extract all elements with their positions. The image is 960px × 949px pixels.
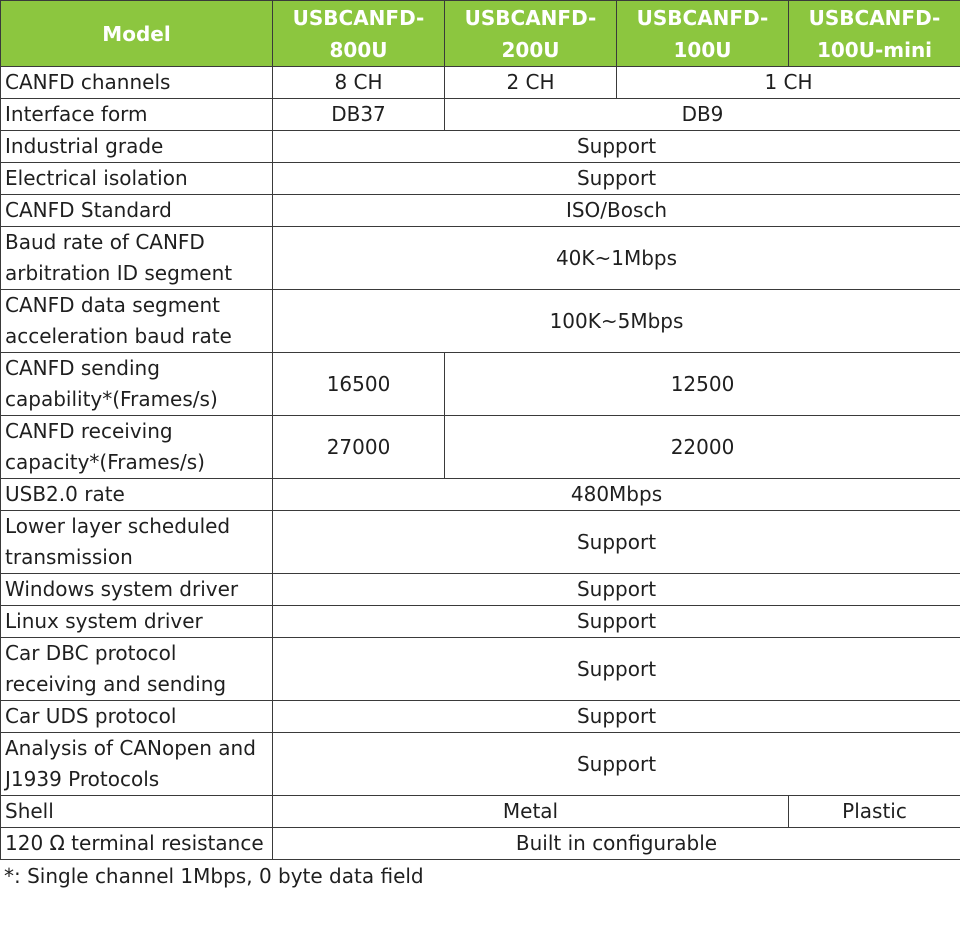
- row-label: Interface form: [1, 99, 273, 131]
- row-value: 27000: [273, 416, 445, 479]
- row-value: Support: [273, 131, 960, 163]
- row-value: DB37: [273, 99, 445, 131]
- table-row: [1, 733, 960, 796]
- table-row: [1, 828, 960, 860]
- header-model-100u-line2: 100U: [673, 37, 732, 62]
- table-row: [1, 163, 960, 195]
- header-model-800u-line1: USBCANFD-: [292, 5, 425, 30]
- header-model-100u: [617, 1, 789, 67]
- row-label: Analysis of CANopen and J1939 Protocols: [1, 733, 273, 796]
- header-model-200u: [445, 1, 617, 67]
- row-value: Metal: [273, 796, 789, 828]
- row-value: 100K~5Mbps: [273, 290, 960, 353]
- row-value: 480Mbps: [273, 479, 960, 511]
- row-label: CANFD sending capability*(Frames/s): [1, 353, 273, 416]
- row-value: Plastic: [789, 796, 960, 828]
- header-model-100u-line1: USBCANFD-: [636, 5, 769, 30]
- row-value: 8 CH: [273, 67, 445, 99]
- table-row: [1, 479, 960, 511]
- row-value: 40K~1Mbps: [273, 227, 960, 290]
- row-label: Linux system driver: [1, 606, 273, 638]
- row-label: Electrical isolation: [1, 163, 273, 195]
- header-model-800u: [273, 1, 445, 67]
- table-row: [1, 701, 960, 733]
- row-value: Support: [273, 701, 960, 733]
- table-row: [1, 67, 960, 99]
- header-row: [1, 1, 960, 67]
- row-label: CANFD receiving capacity*(Frames/s): [1, 416, 273, 479]
- row-value: 12500: [445, 353, 960, 416]
- row-label: CANFD channels: [1, 67, 273, 99]
- table-row: [1, 290, 960, 353]
- table-row: [1, 511, 960, 574]
- table-row: [1, 416, 960, 479]
- row-label: Industrial grade: [1, 131, 273, 163]
- header-model-100u-mini-line1: USBCANFD-: [808, 5, 941, 30]
- row-label: Lower layer scheduled transmission: [1, 511, 273, 574]
- table-row: [1, 574, 960, 606]
- table-row: [1, 796, 960, 828]
- row-value: Support: [273, 511, 960, 574]
- table-row: [1, 195, 960, 227]
- row-label: CANFD data segment acceleration baud rate: [1, 290, 273, 353]
- row-value: Built in configurable: [273, 828, 960, 860]
- row-label: 120 Ω terminal resistance: [1, 828, 273, 860]
- header-model-label: Model: [1, 1, 273, 67]
- table-row: [1, 99, 960, 131]
- row-label: Shell: [1, 796, 273, 828]
- row-value: Support: [273, 574, 960, 606]
- row-label: Car UDS protocol: [1, 701, 273, 733]
- header-model-200u-line2: 200U: [501, 37, 560, 62]
- table-row: [1, 227, 960, 290]
- header-model-800u-line2: 800U: [329, 37, 388, 62]
- table-row: [1, 638, 960, 701]
- header-model-100u-mini-line2: 100U-mini: [816, 37, 933, 62]
- header-model-100u-mini: [789, 1, 960, 67]
- spec-table-body: [1, 67, 960, 860]
- row-value: Support: [273, 733, 960, 796]
- row-value: 2 CH: [445, 67, 617, 99]
- row-label: Baud rate of CANFD arbitration ID segment: [1, 227, 273, 290]
- row-value: ISO/Bosch: [273, 195, 960, 227]
- row-value: 1 CH: [617, 67, 960, 99]
- row-label: CANFD Standard: [1, 195, 273, 227]
- table-row: [1, 131, 960, 163]
- row-value: 22000: [445, 416, 960, 479]
- row-value: DB9: [445, 99, 960, 131]
- row-label: Car DBC protocol receiving and sending: [1, 638, 273, 701]
- table-row: [1, 606, 960, 638]
- header-model-200u-line1: USBCANFD-: [464, 5, 597, 30]
- table-row: [1, 353, 960, 416]
- row-value: 16500: [273, 353, 445, 416]
- footnote: *: Single channel 1Mbps, 0 byte data field: [4, 864, 424, 888]
- row-value: Support: [273, 163, 960, 195]
- row-value: Support: [273, 638, 960, 701]
- row-label: USB2.0 rate: [1, 479, 273, 511]
- row-value: Support: [273, 606, 960, 638]
- row-label: Windows system driver: [1, 574, 273, 606]
